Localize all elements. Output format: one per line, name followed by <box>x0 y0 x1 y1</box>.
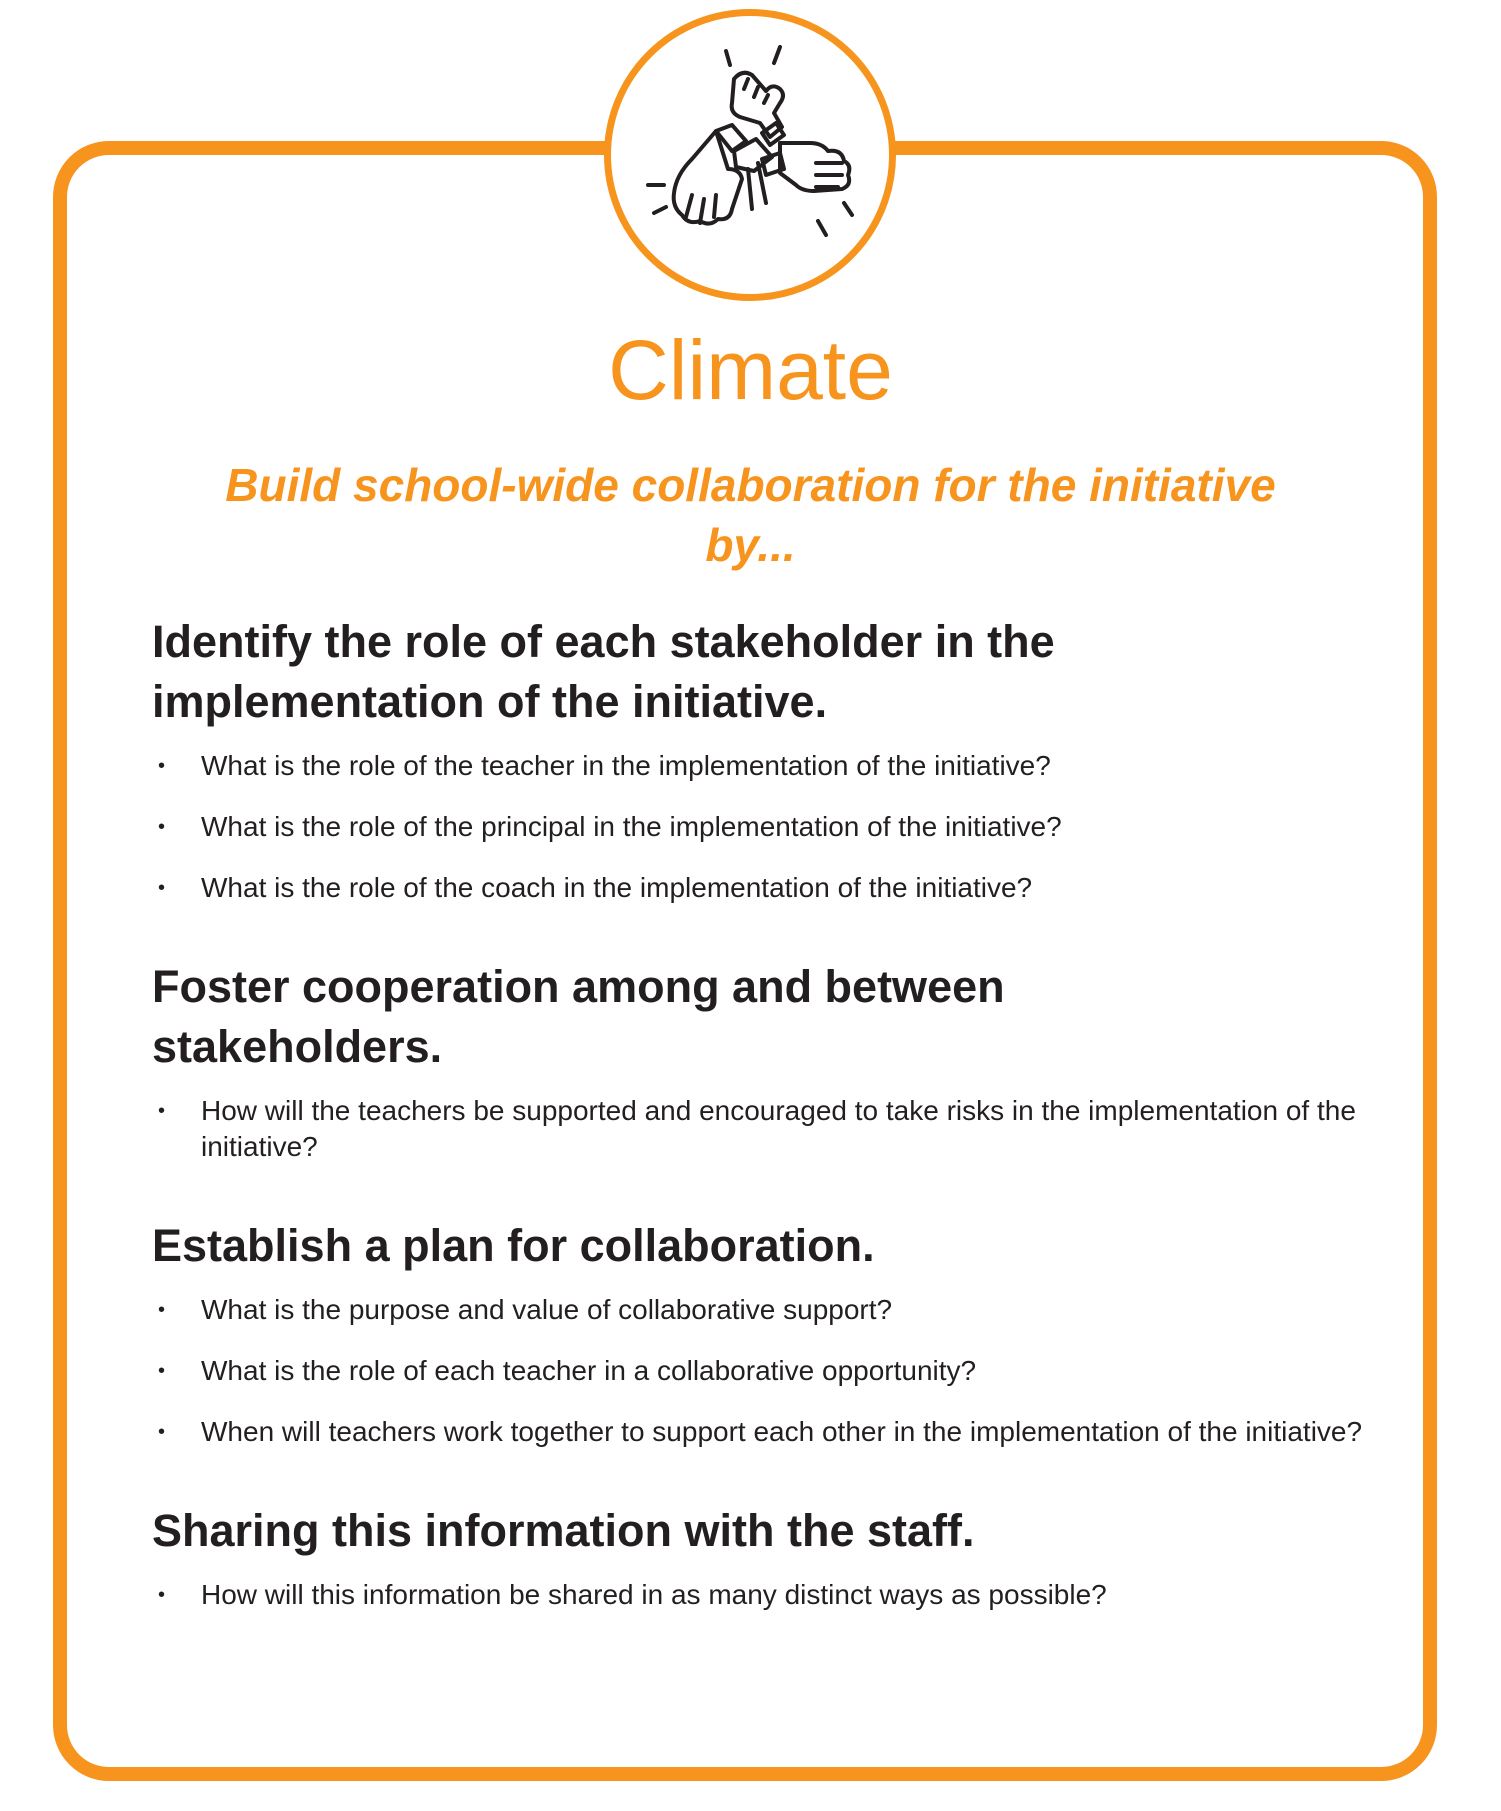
bullet-list <box>152 1577 1432 1613</box>
list-item: • What is the role of the principal in the implementation of the initiative? <box>152 809 1381 845</box>
page-subtitle: Build school-wide collaboration for the initiative by... <box>225 459 1276 571</box>
section-stakeholder-roles <box>152 612 1432 906</box>
section-heading: Sharing this information with the staff. <box>152 1505 975 1556</box>
bullet-list <box>152 1093 1432 1165</box>
bullet-icon: • <box>158 1421 166 1443</box>
section-sharing-info <box>152 1501 1432 1613</box>
list-item: • What is the purpose and value of collaborative support? <box>152 1292 1381 1328</box>
bullet-list <box>152 1292 1432 1450</box>
joined-hands-icon <box>630 35 870 275</box>
section-heading: Foster cooperation among and between stakeholders. <box>152 961 1005 1072</box>
list-item: • How will the teachers be supported and encouraged to take risks in the implementation of the initiative? <box>158 1095 1356 1162</box>
list-item: • What is the role of each teacher in a collaborative opportunity? <box>152 1353 1381 1389</box>
section-collaboration-plan <box>152 1216 1432 1450</box>
bullet-icon: • <box>158 1299 166 1321</box>
section-heading: Establish a plan for collaboration. <box>152 1220 875 1271</box>
bullet-list <box>152 748 1432 906</box>
list-item: • How will this information be shared in as many distinct ways as possible? <box>152 1577 1381 1613</box>
content <box>152 612 1432 1638</box>
bullet-icon: • <box>158 1360 166 1382</box>
page-title: Climate <box>608 323 893 417</box>
bullet-icon: • <box>158 755 166 777</box>
icon-badge <box>604 9 896 301</box>
list-item: • What is the role of the coach in the implementation of the initiative? <box>152 870 1381 906</box>
bullet-icon: • <box>158 816 166 838</box>
list-item: • What is the role of the teacher in the implementation of the initiative? <box>152 748 1381 784</box>
bullet-icon: • <box>158 1584 166 1606</box>
section-heading: Identify the role of each stakeholder in the implementation of the initiative. <box>152 616 1055 727</box>
bullet-icon: • <box>158 877 166 899</box>
bullet-icon: • <box>158 1100 166 1122</box>
section-foster-cooperation <box>152 957 1432 1165</box>
list-item: • When will teachers work together to support each other in the implementation of the initiative? <box>152 1414 1381 1450</box>
